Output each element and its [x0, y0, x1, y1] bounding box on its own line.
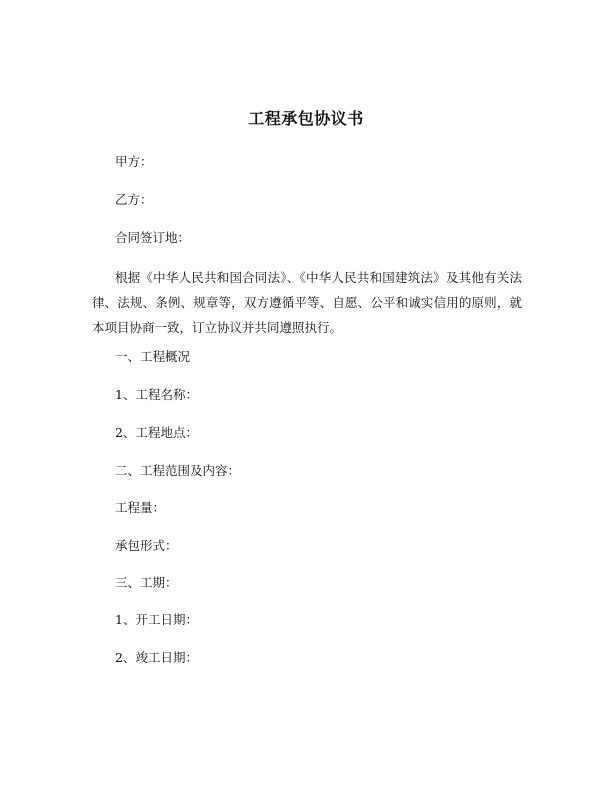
project-location-label: 2、工程地点： [115, 425, 198, 440]
section-2-heading: 二、工程范围及内容： [115, 463, 241, 478]
workload-label: 工程量： [115, 500, 166, 515]
party-b-label: 乙方： [115, 192, 153, 207]
document-title: 工程承包协议书 [248, 109, 364, 128]
section-1-heading: 一、工程概况 [115, 349, 191, 364]
start-date-label: 1、开工日期： [115, 612, 198, 627]
party-a-label: 甲方： [115, 154, 153, 169]
contract-form-label: 承包形式： [115, 538, 178, 553]
sign-place-label: 合同签订地： [115, 230, 191, 245]
preamble-paragraph: 根据《中华人民共和国合同法》、《中华人民共和国建筑法》及其他有关法律、法规、条例、规章等，双方遵循平等、自愿、公平和诚实信用的原则，就本项目协商一致，订立协议并共同遵照执行。 [92, 270, 522, 335]
completion-date-label: 2、竣工日期： [115, 650, 198, 665]
section-3-heading: 三、工期： [115, 575, 178, 590]
project-name-label: 1、工程名称： [115, 387, 198, 402]
